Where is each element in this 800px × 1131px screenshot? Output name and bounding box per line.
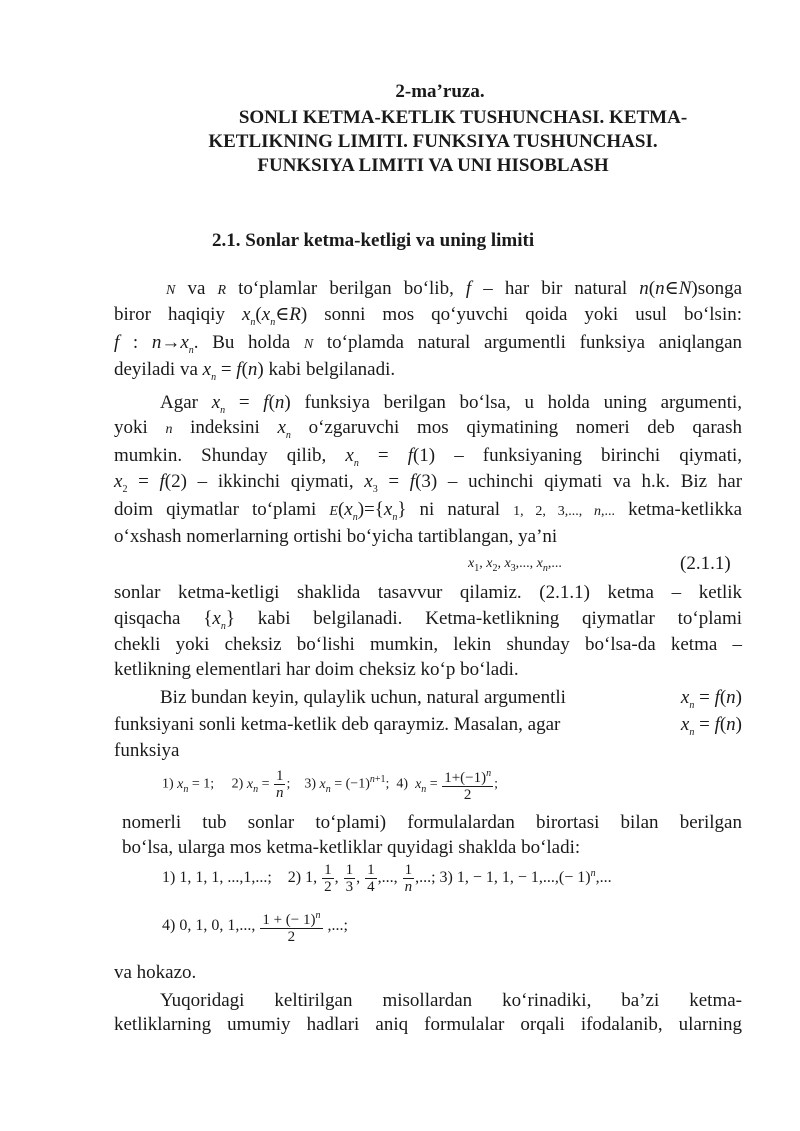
- title-line-1: SONLI KETMA-KETLIK TUSHUNCHASI. KETMA-: [238, 107, 688, 128]
- text-line-5: Agar $x_n = f(n)$ funksiya berilgan bo‘lsa, u holda uning argumenti,: [160, 392, 743, 416]
- text-line-2: biror haqiqiy $x_n(x_n\in R)$ sonni mos qo‘yuvchi qoida yoki usul bo‘lsin:: [114, 304, 742, 328]
- text-line-18: nomerli tub sonlar to‘plami) formulalardan birortasi bilan berilgan: [122, 812, 742, 833]
- text-line-12: qisqacha $\{x_n\}$ kabi belgilanadi. Ketma-ketlikning qiymatlar to‘plami: [114, 608, 743, 632]
- text-line-14: ketlikning elementlari har doim cheksiz ko‘p bo‘ladi.: [114, 659, 519, 680]
- text-line-8: $x_2 = f(2)$ – ikkinchi qiymati, $x_3 = f(3)$ – uchinchi qiymati va h.k. Biz har: [114, 471, 743, 495]
- text-line-7: mumkin. Shunday qilib, $x_n = f(1)$ – funksiyaning birinchi qiymati,: [114, 445, 743, 469]
- text-line-4: deyiladi va $x_n = f(n)$ kabi belgilanadi.: [114, 359, 396, 383]
- text-line-1: N va R to‘plamlar berilgan bo‘lib, f – har bir natural n(n∈N)songa: [166, 278, 743, 299]
- text-line-10: o‘xshash nomerlarning ortishi bo‘yicha tartiblangan, ya’ni: [114, 526, 558, 547]
- text-line-17: funksiya: [114, 740, 180, 761]
- text-line-3: f : $n\to x_n$. Bu holda N to‘plamda natural argumentli funksiya aniqlangan: [114, 332, 743, 356]
- lecture-number: 2-ma’ruza.: [395, 81, 485, 102]
- text-line-19: bo‘lsa, ularga mos ketma-ketliklar quyidagi shaklda bo‘ladi:: [122, 837, 581, 858]
- text-line-16: funksiyani sonli ketma-ketlik deb qaraymiz. Masalan, agar $x_n = f(n)$: [114, 714, 742, 738]
- text-line-11: sonlar ketma-ketligi shaklida tasavvur qilamiz. (2.1.1) ketma – ketlik: [114, 582, 742, 603]
- sequences-formula-1: 1) 1, 1, 1, ...,1,...; 2) 1, $\frac{1}{2}$ , $\frac{1}{3}$ , $\frac{1}{4}$ ,..., $\frac{1}{n}$ ,...; 3) 1, − 1, 1, − $1,...,(- 1)^n$,...: [162, 862, 612, 895]
- text-line-20: va hokazo.: [114, 962, 197, 983]
- equation-label: (2.1.1): [680, 553, 731, 574]
- sequence-formula: $x_1$, $x_2$, $x_3$,..., $x_n$,...: [468, 556, 562, 574]
- sequences-formula-2: 4) 0, 1, 0, 1,..., $\frac{1 + (- 1)^n}{2}$ ,...;: [162, 910, 348, 945]
- text-line-22: ketliklarning umumiy hadlari aniq formulalar orqali ifodalanib, ularning: [114, 1014, 742, 1035]
- text-line-6: yoki n indeksini $x_n$ o‘zgaruvchi mos qiymatining nomeri deb qarash: [114, 417, 742, 441]
- text-line-9: doim qiymatlar to‘plami $E(x_n)=\{x_n\}$ ni natural 1, 2, 3,..., n,... ketma-ketlikka: [114, 499, 743, 523]
- text-line-15: Biz bundan keyin, qulaylik uchun, natural argumentli $x_n = f(n)$: [160, 687, 742, 711]
- title-line-2: KETLIKNING LIMITI. FUNKSIYA TUSHUNCHASI.: [208, 131, 658, 152]
- title-line-3: FUNKSIYA LIMITI VA UNI HISOBLASH: [257, 155, 609, 176]
- examples-formula: 1) $x_n = 1$; 2) $x_n$ = $\frac{1}{n}$ ; 3) $x_n = (-1)^{n+1}$; 4) $x_n$ = $\frac{1+(-1)^n}{2}$ ;: [162, 768, 499, 803]
- section-title: 2.1. Sonlar ketma-ketligi va uning limiti: [212, 230, 535, 251]
- text-line-21: Yuqoridagi keltirilgan misollardan ko‘rinadiki, ba’zi ketma-: [160, 990, 742, 1011]
- text-line-13: chekli yoki cheksiz bo‘lishi mumkin, lekin shunday bo‘lsa-da ketma –: [114, 634, 742, 655]
